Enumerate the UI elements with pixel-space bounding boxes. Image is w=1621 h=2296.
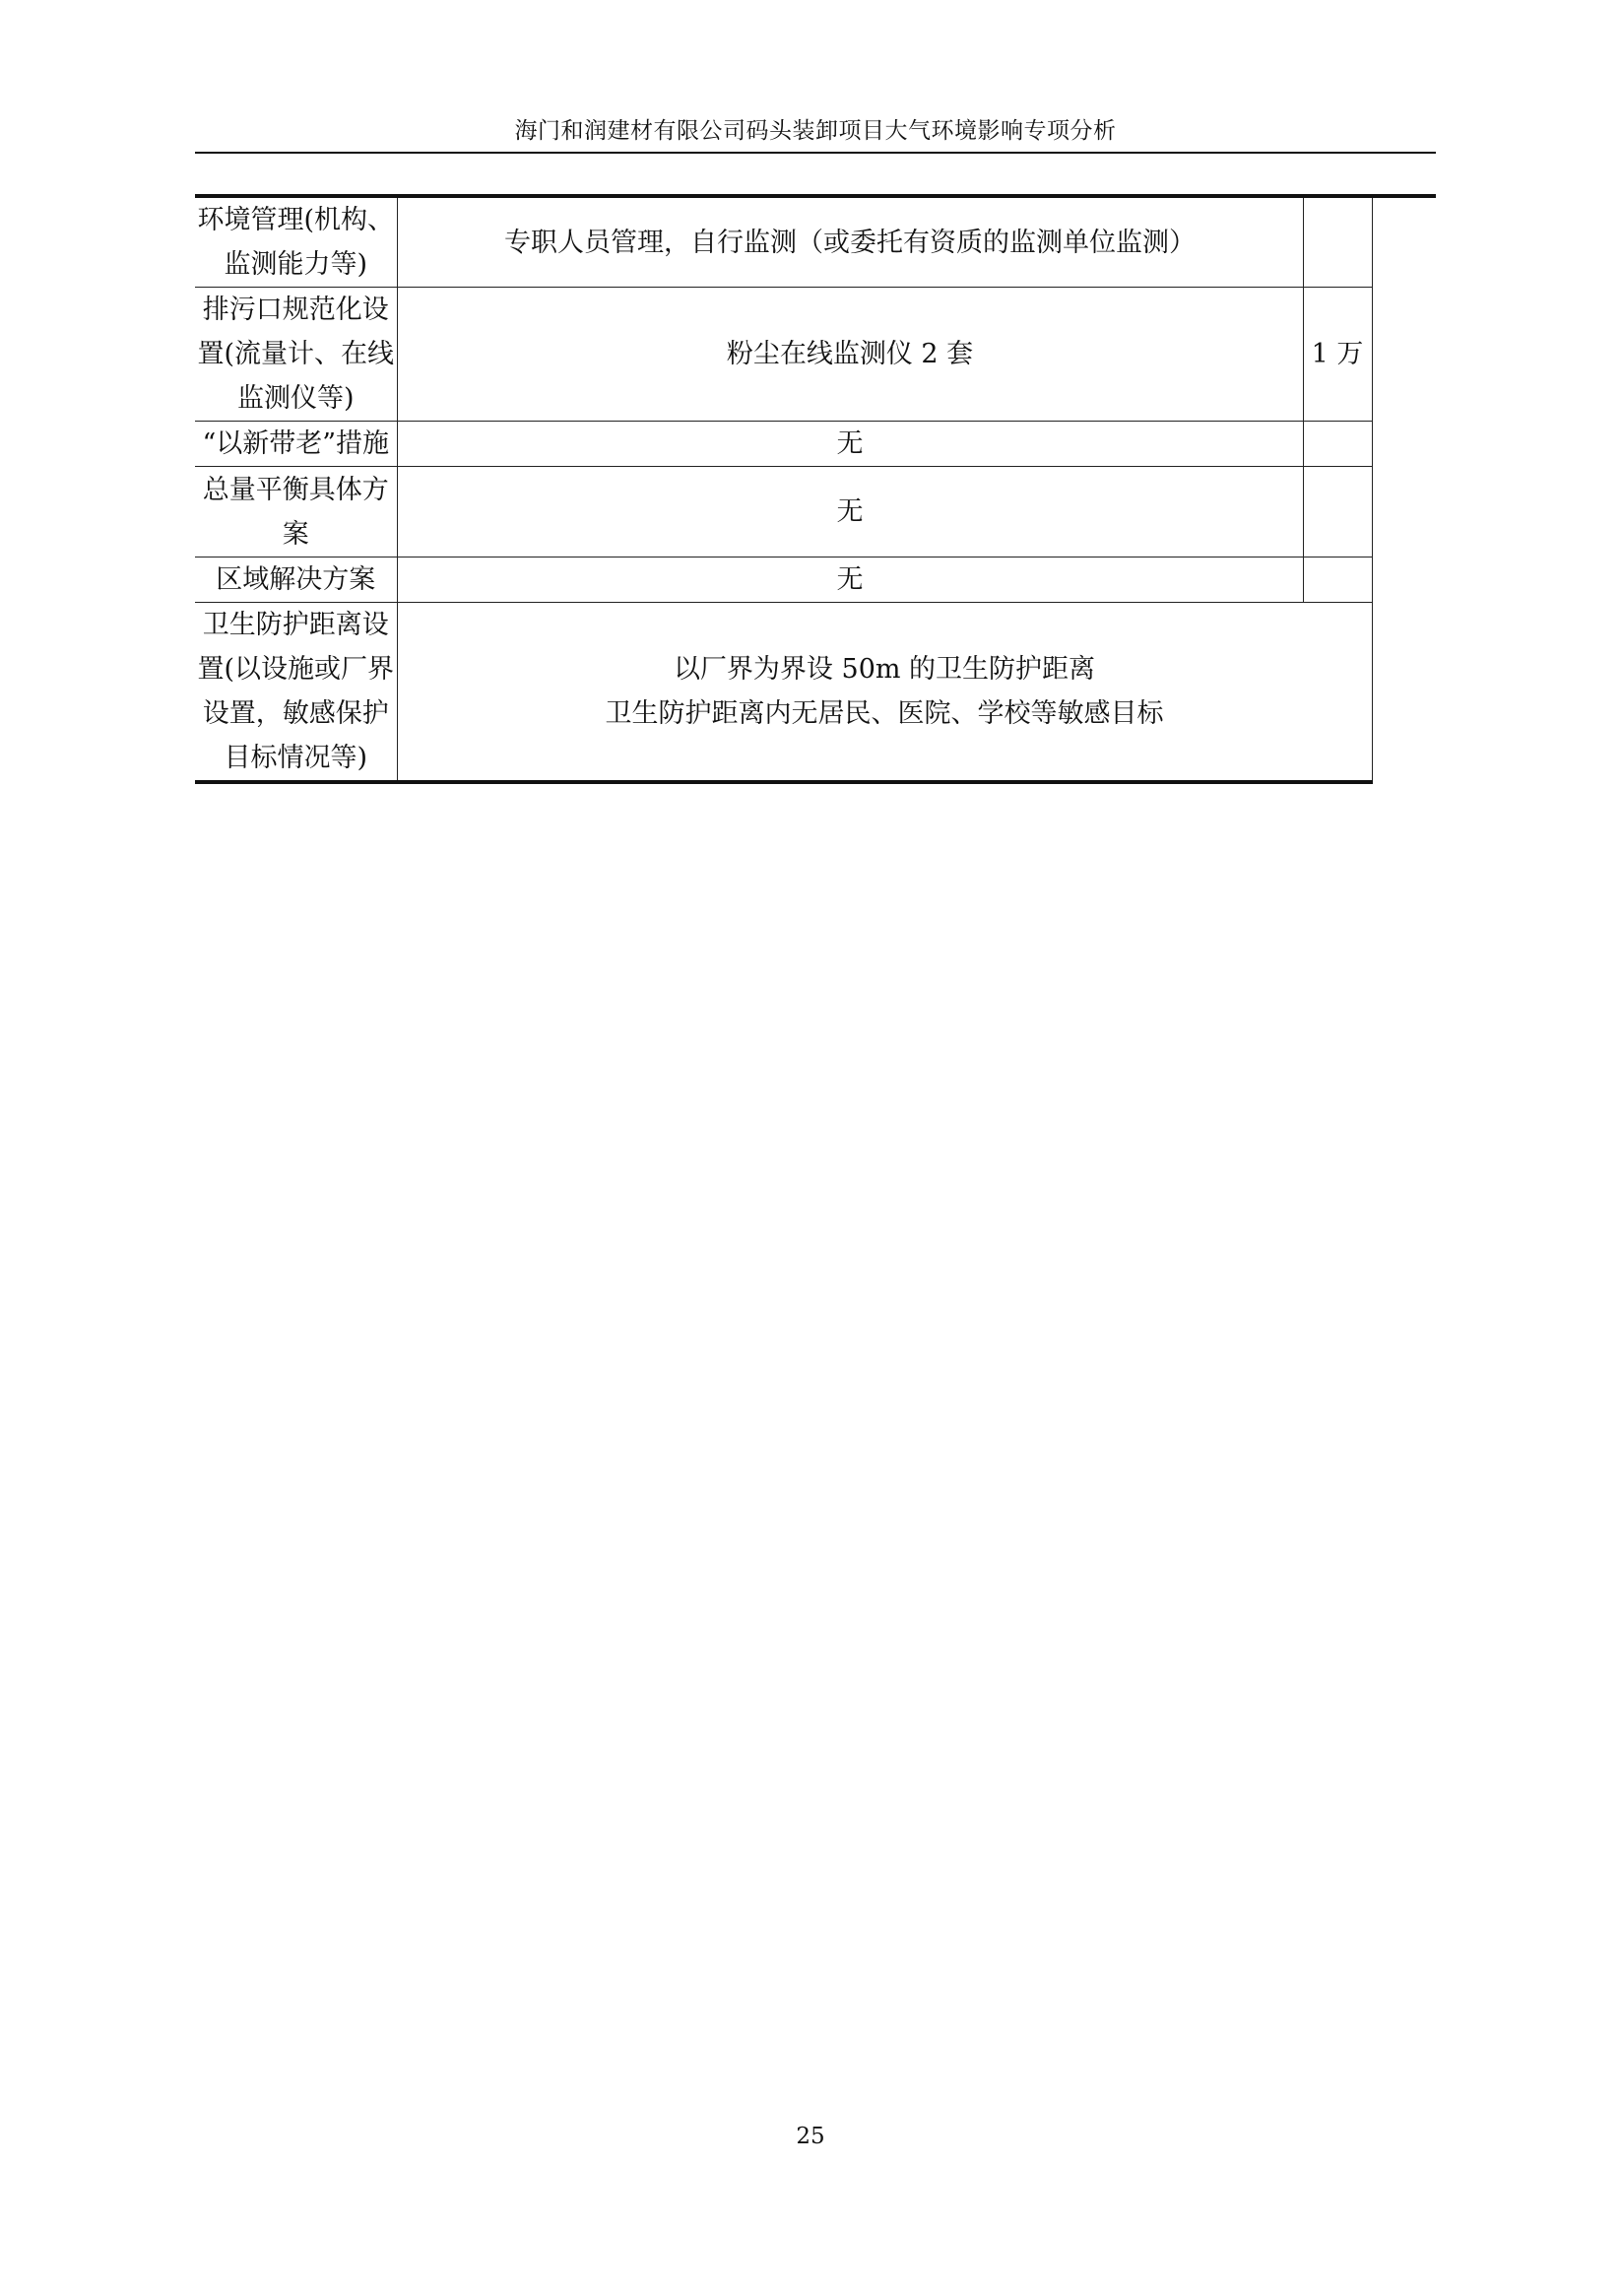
row-content: 粉尘在线监测仪 2 套 — [397, 288, 1303, 422]
row-content: 无 — [397, 558, 1303, 603]
table-row — [195, 422, 1436, 467]
table-row — [195, 603, 1436, 783]
row-label: “以新带老”措施 — [195, 422, 397, 467]
row-content: 无 — [397, 422, 1303, 467]
row-investment — [1303, 422, 1372, 467]
row-content: 专职人员管理，自行监测（或委托有资质的监测单位监测） — [397, 196, 1303, 288]
row-investment — [1303, 196, 1372, 288]
measures-table — [195, 194, 1436, 784]
table-row — [195, 467, 1436, 558]
content-line: 卫生防护距离内无居民、医院、学校等敏感目标 — [605, 698, 1164, 729]
content-line: 以厂界为界设 50m 的卫生防护距离 — [673, 654, 1096, 685]
row-label: 卫生防护距离设置(以设施或厂界设置，敏感保护目标情况等) — [195, 603, 397, 783]
row-investment — [1303, 558, 1372, 603]
row-content: 无 — [397, 467, 1303, 558]
row-label: 总量平衡具体方案 — [195, 467, 397, 558]
measures-table-grid — [195, 194, 1436, 784]
blank-column — [1372, 196, 1436, 782]
row-investment — [1303, 467, 1372, 558]
table-row — [195, 196, 1436, 288]
table-row — [195, 558, 1436, 603]
page-header — [195, 116, 1436, 154]
row-label: 区域解决方案 — [195, 558, 397, 603]
row-investment: 1 万 — [1303, 288, 1372, 422]
page-number: 25 — [796, 2124, 825, 2149]
table-row — [195, 288, 1436, 422]
row-label: 环境管理(机构、监测能力等) — [195, 196, 397, 288]
row-label: 排污口规范化设置(流量计、在线监测仪等) — [195, 288, 397, 422]
header-title: 海门和润建材有限公司码头装卸项目大气环境影响专项分析 — [514, 118, 1117, 144]
row-content — [397, 603, 1372, 783]
